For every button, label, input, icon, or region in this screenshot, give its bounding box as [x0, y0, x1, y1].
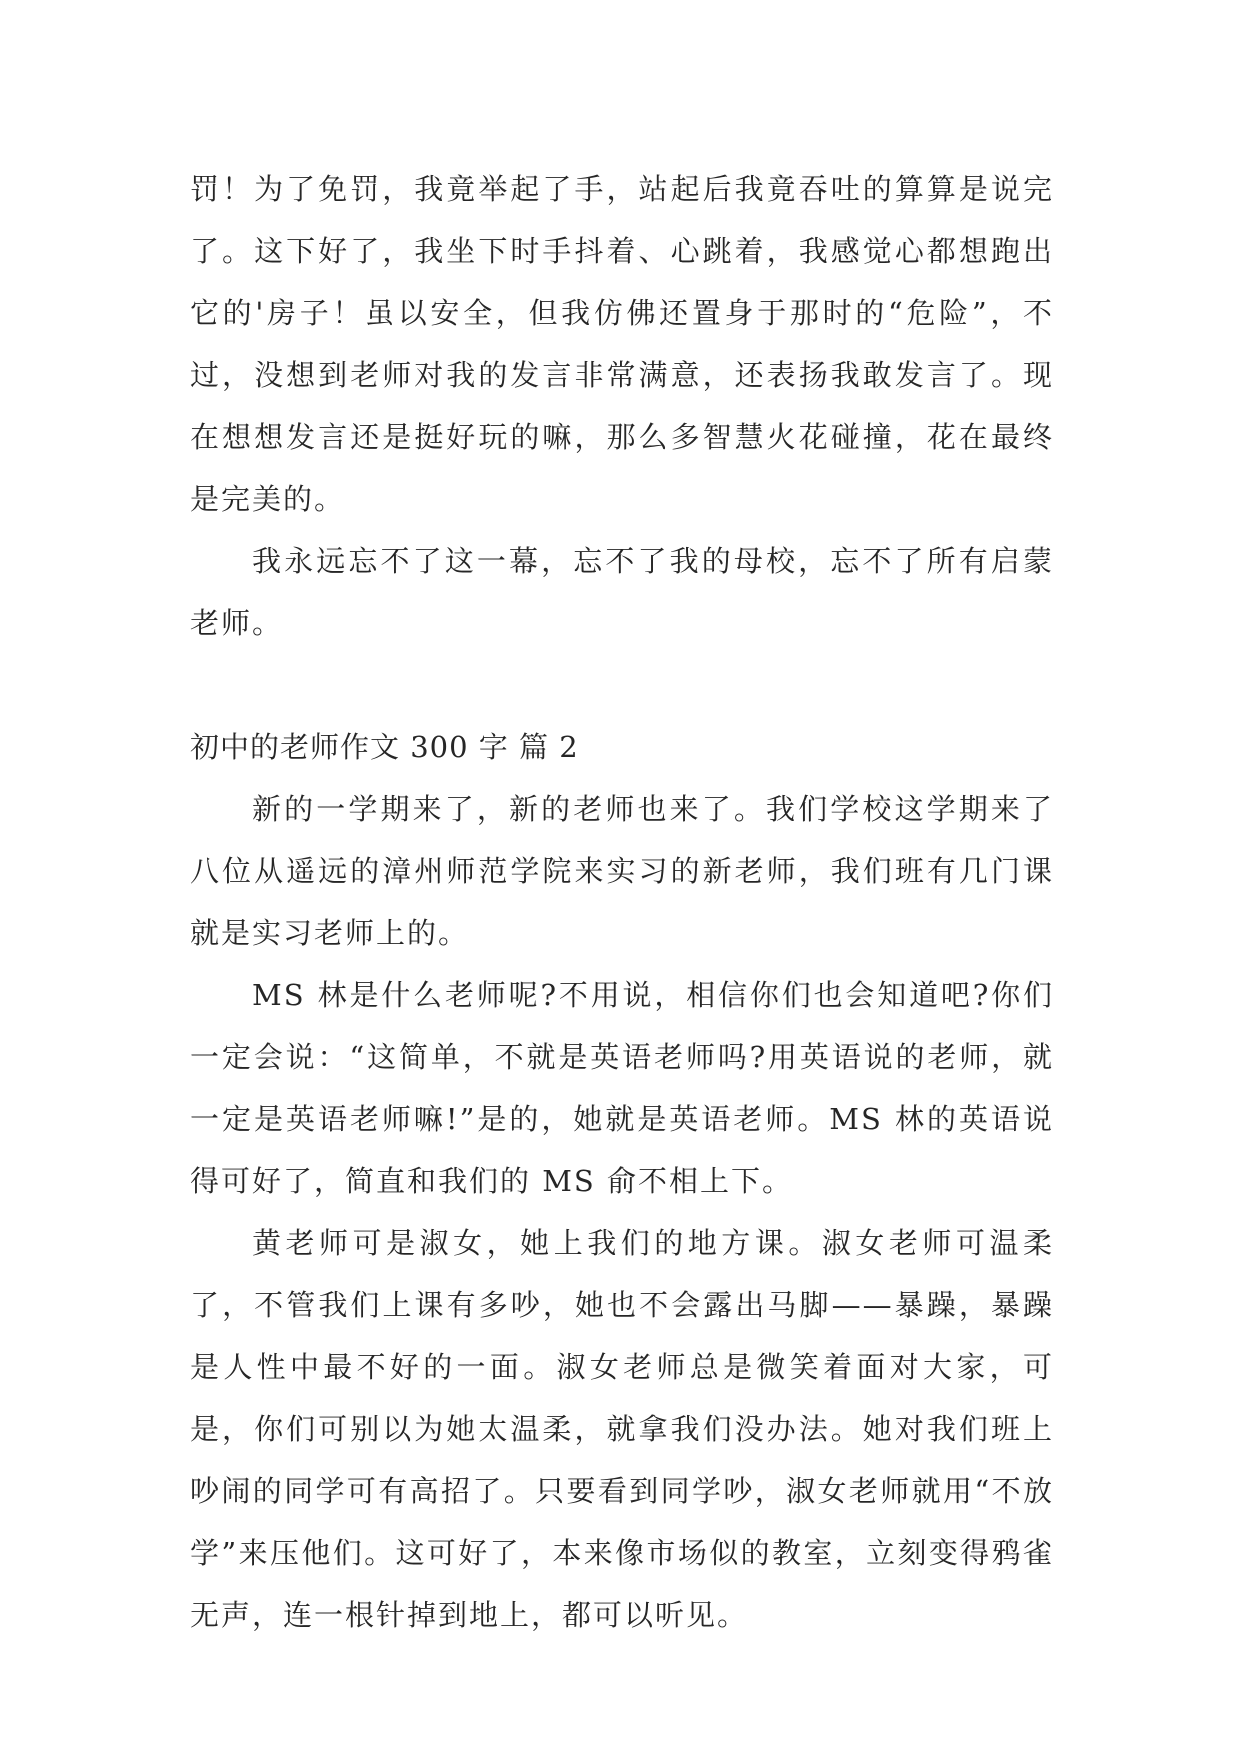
paragraph-ms-lin: MS 林是什么老师呢?不用说，相信你们也会知道吧?你们一定会说：“这简单，不就是英语老师吗?用英语说的老师，就一定是英语老师嘛!”是的，她就是英语老师。MS 林的英语说得可好了，简直和我们的 MS 俞不相上下。	[190, 978, 1054, 1198]
paragraph-continuation: 罚！为了免罚，我竟举起了手，站起后我竟吞吐的算算是说完了。这下好了，我坐下时手抖着、心跳着，我感觉心都想跑出它的'房子！虽以安全，但我仿佛还置身于那时的“危险”，不过，没想到老师对我的发言非常满意，还表扬我敢发言了。现在想想发言还是挺好玩的嘛，那么多智慧火花碰撞，花在最终是完美的。	[190, 172, 1054, 516]
section-spacer	[190, 654, 1054, 716]
document-body	[190, 158, 1054, 1646]
paragraph-teacher-huang: 黄老师可是淑女，她上我们的地方课。淑女老师可温柔了，不管我们上课有多吵，她也不会露出马脚——暴躁，暴躁是人性中最不好的一面。淑女老师总是微笑着面对大家，可是，你们可别以为她太温柔，就拿我们没办法。她对我们班上吵闹的同学可有高招了。只要看到同学吵，淑女老师就用“不放学”来压他们。这可好了，本来像市场似的教室，立刻变得鸦雀无声，连一根针掉到地上，都可以听见。	[190, 1226, 1054, 1632]
paragraph-intro: 新的一学期来了，新的老师也来了。我们学校这学期来了八位从遥远的漳州师范学院来实习的新老师，我们班有几门课就是实习老师上的。	[190, 792, 1054, 950]
section-heading: 初中的老师作文 300 字 篇 2	[190, 730, 579, 764]
paragraph-conclusion: 我永远忘不了这一幕，忘不了我的母校，忘不了所有启蒙老师。	[190, 544, 1054, 640]
